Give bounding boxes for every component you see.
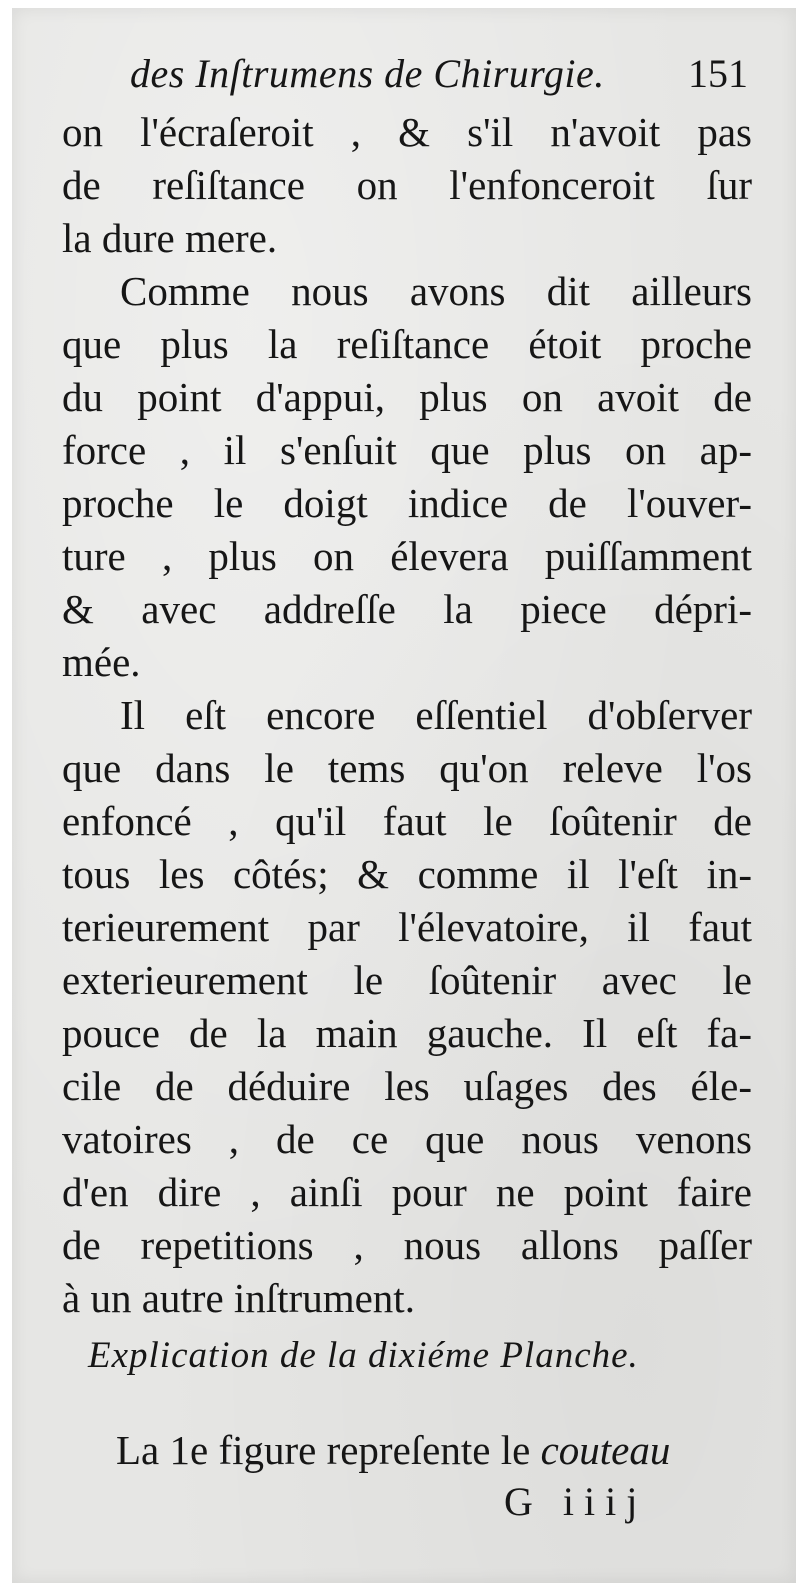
text-line: mée. [62, 639, 141, 685]
page-number: 151 [688, 51, 748, 96]
text-line: & avec addreſſe la piece dépri- [62, 586, 752, 632]
text-line: ture , plus on élevera puiſſamment [62, 533, 752, 579]
text-line: pouce de la main gauche. Il eſt fa- [62, 1010, 752, 1056]
text-line: vatoires , de ce que nous venons [62, 1116, 752, 1162]
text-line: terieurement par l'élevatoire, il faut [62, 904, 752, 950]
closing-italic: couteau [540, 1427, 671, 1473]
text-line: exterieurement le ſoûtenir avec le [62, 957, 752, 1003]
text-line: que dans le tems qu'on releve l'os [62, 745, 752, 791]
text-line: d'en dire , ainſi pour ne point faire [62, 1169, 752, 1215]
book-page [12, 8, 796, 1583]
text-line: Comme nous avons dit ailleurs [120, 268, 752, 314]
text-line: cile de déduire les uſages des éle- [62, 1063, 752, 1109]
closing-line [116, 1424, 748, 1477]
section-heading: Explication de la dixiéme Planche. [88, 1335, 639, 1376]
text-line: force , il s'enſuit que plus on ap- [62, 427, 752, 473]
text-line: à un autre inſtrument. [62, 1275, 415, 1321]
text-line: de repetitions , nous allons paſſer [62, 1222, 752, 1268]
text-line: proche le doigt indice de l'ouver- [62, 480, 752, 526]
closing-text: La 1e figure repreſente le [116, 1427, 541, 1473]
text-line: on l'écraſeroit , & s'il n'avoit pas [62, 109, 752, 155]
text-line: la dure mere. [62, 215, 278, 261]
text-line: tous les côtés; & comme il l'eſt in- [62, 851, 752, 897]
signature-mark: G iiij [504, 1479, 648, 1524]
running-head [12, 50, 796, 110]
running-title: des Inſtrumens de Chirurgie. [130, 51, 605, 96]
text-line: de reſiſtance on l'enfonceroit ſur [62, 162, 752, 208]
body-text [62, 106, 752, 1325]
text-line: que plus la reſiſtance étoit proche [62, 321, 752, 367]
text-line: du point d'appui, plus on avoit de [62, 374, 752, 420]
text-line: Il eſt encore eſſentiel d'obſerver [120, 692, 752, 738]
text-line: enfoncé , qu'il faut le ſoûtenir de [62, 798, 752, 844]
